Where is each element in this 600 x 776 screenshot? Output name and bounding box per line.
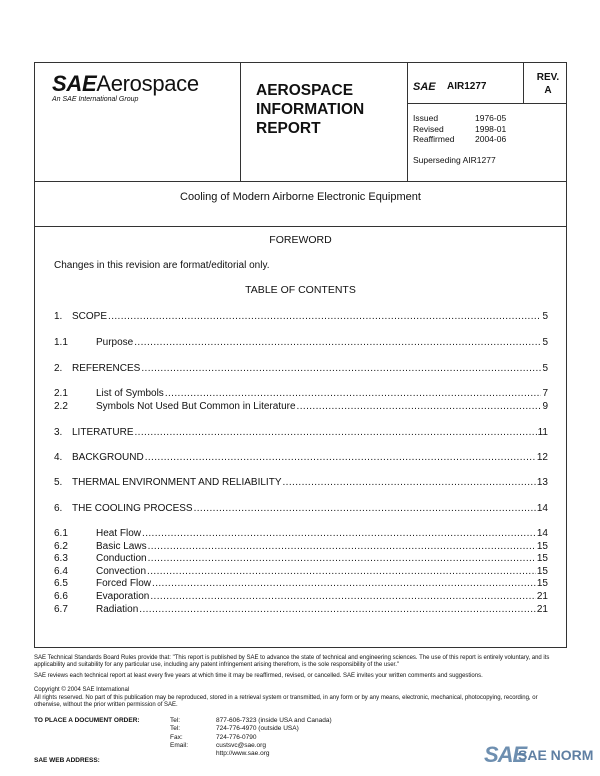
logo-subtitle: An SAE International Group xyxy=(52,96,139,103)
toc-entry[interactable] xyxy=(54,401,548,413)
toc-number: 2. xyxy=(54,363,63,374)
toc-leader-dots xyxy=(135,427,537,439)
toc-label: Symbols Not Used But Common in Literature xyxy=(96,401,296,412)
contact-row: Tel: 724-776-4970 (outside USA) xyxy=(170,725,299,733)
contact-table xyxy=(170,717,332,758)
order-label: TO PLACE A DOCUMENT ORDER: xyxy=(34,717,140,724)
toc-leader-dots xyxy=(297,401,542,413)
toc-page-number: 15 xyxy=(536,578,548,589)
toc-number: 6.5 xyxy=(54,578,68,589)
contact-row: Email: custsvc@sae.org xyxy=(170,741,266,749)
toc-page-number: 5 xyxy=(542,337,548,348)
toc-page-number: 13 xyxy=(536,477,548,488)
toc-entry[interactable] xyxy=(54,553,548,565)
rev-value: A xyxy=(544,85,552,96)
toc-page-number: 7 xyxy=(542,388,548,399)
toc-leader-dots xyxy=(148,553,536,565)
toc-label: THE COOLING PROCESS xyxy=(72,503,193,514)
date-row: Issued 1976-05 xyxy=(413,113,507,123)
toc-leader-dots xyxy=(150,591,536,603)
sae-mark: SAE xyxy=(413,81,436,93)
toc-entry[interactable] xyxy=(54,604,548,616)
web-link[interactable]: http://www.sae.org xyxy=(216,750,270,758)
toc-entry[interactable] xyxy=(54,337,548,349)
toc-leader-dots xyxy=(108,311,541,323)
toc-page-number: 5 xyxy=(542,311,548,322)
policy-text: SAE Technical Standards Board Rules provide that: "This report is published by SAE to advance the state of technical and engineering sciences. The use of this report is entirely voluntary, and its applicability and suitability for any particular use, including any patent infringement arising therefrom, is the sole responsibility of the user." xyxy=(34,655,550,669)
toc-number: 6.4 xyxy=(54,566,68,577)
foreword-heading: FOREWORD xyxy=(269,234,332,246)
toc-label: Conduction xyxy=(96,553,147,564)
foreword-text: Changes in this revision are format/editorial only. xyxy=(54,260,270,271)
document-id: AIR1277 xyxy=(447,81,487,92)
copyright-text: Copyright © 2004 SAE International xyxy=(34,687,130,693)
rev-label: REV. xyxy=(536,72,560,83)
rights-text: All rights reserved. No part of this publication may be reproduced, stored in a retrieval system or transmitted, in any form or by any means, electronic, mechanical, photocopying, recording, or otherwise, without the prior written permission of SAE. xyxy=(34,695,538,709)
toc-label: LITERATURE xyxy=(72,427,134,438)
toc-leader-dots xyxy=(148,541,536,553)
toc-number: 6.2 xyxy=(54,541,68,552)
toc-entry[interactable] xyxy=(54,427,548,439)
toc-label: Basic Laws xyxy=(96,541,147,552)
toc-number: 6. xyxy=(54,503,63,514)
toc-page-number: 15 xyxy=(536,541,548,552)
superseding-note: Superseding AIR1277 xyxy=(413,155,496,165)
toc-label: REFERENCES xyxy=(72,363,141,374)
toc-number: 2.2 xyxy=(54,401,68,412)
document-title: Cooling of Modern Airborne Electronic Equipment xyxy=(180,191,421,203)
web-address-label: SAE WEB ADDRESS: xyxy=(34,757,100,764)
toc-entry[interactable] xyxy=(54,477,548,489)
toc-entry[interactable] xyxy=(54,591,548,603)
document-frame xyxy=(34,62,567,648)
toc-page-number: 15 xyxy=(536,566,548,577)
toc-label: BACKGROUND xyxy=(72,452,144,463)
toc-page-number: 5 xyxy=(542,363,548,374)
toc-entry[interactable] xyxy=(54,363,548,375)
toc-leader-dots xyxy=(139,604,536,616)
toc-label: Purpose xyxy=(96,337,134,348)
toc-page-number: 14 xyxy=(536,503,548,514)
table-of-contents xyxy=(54,63,548,647)
toc-label: Radiation xyxy=(96,604,139,615)
toc-leader-dots xyxy=(141,363,541,375)
toc-leader-dots xyxy=(194,503,536,515)
date-row: Revised 1998-01 xyxy=(413,123,507,134)
contact-row xyxy=(170,750,332,758)
toc-number: 2.1 xyxy=(54,388,68,399)
toc-number: 5. xyxy=(54,477,63,488)
toc-label: Evaporation xyxy=(96,591,150,602)
report-type-title: AEROSPACE INFORMATION REPORT xyxy=(256,82,365,137)
toc-heading: TABLE OF CONTENTS xyxy=(245,284,356,296)
toc-page-number: 21 xyxy=(536,591,548,602)
toc-number: 6.1 xyxy=(54,528,68,539)
toc-entry[interactable] xyxy=(54,452,548,464)
toc-label: Forced Flow xyxy=(96,578,152,589)
toc-leader-dots xyxy=(165,388,542,400)
toc-entry[interactable] xyxy=(54,311,548,323)
sae-norm-watermark xyxy=(484,740,600,776)
toc-number: 3. xyxy=(54,427,63,438)
toc-label: Heat Flow xyxy=(96,528,142,539)
toc-number: 4. xyxy=(54,452,63,463)
toc-label: List of Symbols xyxy=(96,388,164,399)
toc-label: SCOPE xyxy=(72,311,108,322)
toc-leader-dots xyxy=(142,528,536,540)
toc-page-number: 21 xyxy=(536,604,548,615)
toc-number: 1. xyxy=(54,311,63,322)
toc-entry[interactable] xyxy=(54,541,548,553)
sae-norm-logo-icon: SAE xyxy=(484,742,527,767)
toc-leader-dots xyxy=(152,578,536,590)
email-link[interactable]: custsvc@sae.org xyxy=(216,741,266,749)
toc-number: 6.7 xyxy=(54,604,68,615)
toc-page-number: 11 xyxy=(537,427,548,438)
toc-page-number: 15 xyxy=(536,553,548,564)
watermark-text: SAE NORM xyxy=(518,747,594,763)
contact-row: Tel: 877-606-7323 (inside USA and Canada) xyxy=(170,717,332,724)
sae-aerospace-logo: SAEAerospace xyxy=(52,71,199,96)
toc-number: 6.3 xyxy=(54,553,68,564)
toc-page-number: 9 xyxy=(542,401,548,412)
toc-entry[interactable] xyxy=(54,578,548,590)
toc-entry[interactable] xyxy=(54,528,548,540)
review-text: SAE reviews each technical report at least every five years at which time it may be reaffirmed, revised, or cancelled. SAE invites your written comments and suggestions. xyxy=(34,673,483,679)
date-row: Reaffirmed 2004-06 xyxy=(413,134,507,144)
toc-entry[interactable] xyxy=(54,566,548,578)
toc-label: THERMAL ENVIRONMENT AND RELIABILITY xyxy=(72,477,282,488)
toc-entry[interactable] xyxy=(54,388,548,400)
contact-row: Fax: 724-776-0790 xyxy=(170,733,257,741)
toc-leader-dots xyxy=(145,452,536,464)
toc-page-number: 14 xyxy=(536,528,548,539)
toc-entry[interactable] xyxy=(54,503,548,515)
toc-number: 6.6 xyxy=(54,591,68,602)
toc-page-number: 12 xyxy=(536,452,548,463)
toc-leader-dots xyxy=(147,566,536,578)
toc-number: 1.1 xyxy=(54,337,68,348)
toc-leader-dots xyxy=(134,337,541,349)
toc-leader-dots xyxy=(283,477,536,489)
toc-label: Convection xyxy=(96,566,147,577)
